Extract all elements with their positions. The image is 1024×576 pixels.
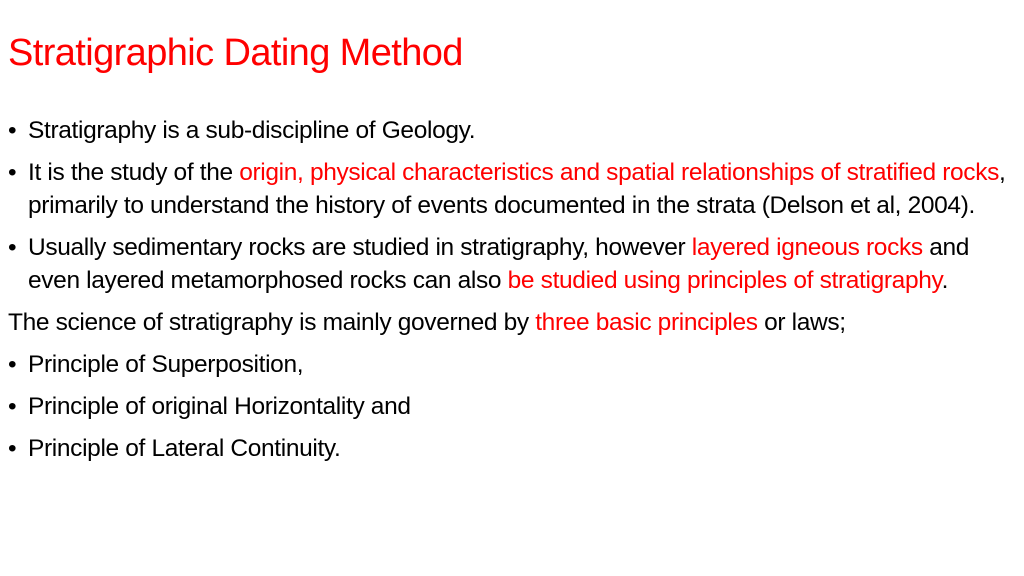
bullet-text: .	[941, 267, 949, 294]
bullet-text: Stratigraphy is a sub-discipline of Geology.	[28, 117, 476, 144]
principle-superposition	[8, 348, 1008, 381]
principle-horizontality	[8, 390, 1008, 423]
principle-text: Principle of original Horizontality and	[28, 393, 411, 420]
intro-text: or laws;	[757, 309, 846, 336]
bullet-dot: •	[8, 159, 17, 186]
bullet-dot: •	[8, 435, 17, 462]
slide-body	[8, 114, 1008, 474]
intro-text: The science of stratigraphy is mainly governed by	[8, 309, 536, 336]
slide-title: Stratigraphic Dating Method	[8, 32, 463, 74]
bullet-text: Usually sedimentary rocks are studied in stratigraphy, however	[28, 234, 692, 261]
bullet-text: and even layered metamorphosed rocks can also	[28, 234, 970, 294]
bullet-dot: •	[8, 234, 17, 261]
highlight-text: three basic principles	[535, 309, 758, 336]
principle-lateral-continuity	[8, 432, 1008, 465]
bullet-study	[8, 156, 1008, 222]
highlight-text: be studied using principles of stratigraphy	[507, 267, 942, 294]
highlight-text: layered igneous rocks	[691, 234, 923, 261]
bullet-dot: •	[8, 117, 17, 144]
bullet-dot: •	[8, 351, 17, 378]
principles-intro	[8, 306, 1008, 339]
bullet-text: , primarily to understand the history of events documented in the strata (Delson et al, 2004).	[28, 159, 1006, 219]
bullet-rock-types	[8, 231, 1008, 297]
bullet-definition	[8, 114, 1008, 147]
bullet-dot: •	[8, 393, 17, 420]
principle-text: Principle of Superposition,	[28, 351, 304, 378]
principle-text: Principle of Lateral Continuity.	[28, 435, 341, 462]
highlight-text: origin, physical characteristics and spatial relationships of stratified rocks	[239, 159, 999, 186]
bullet-text: It is the study of the	[28, 159, 240, 186]
